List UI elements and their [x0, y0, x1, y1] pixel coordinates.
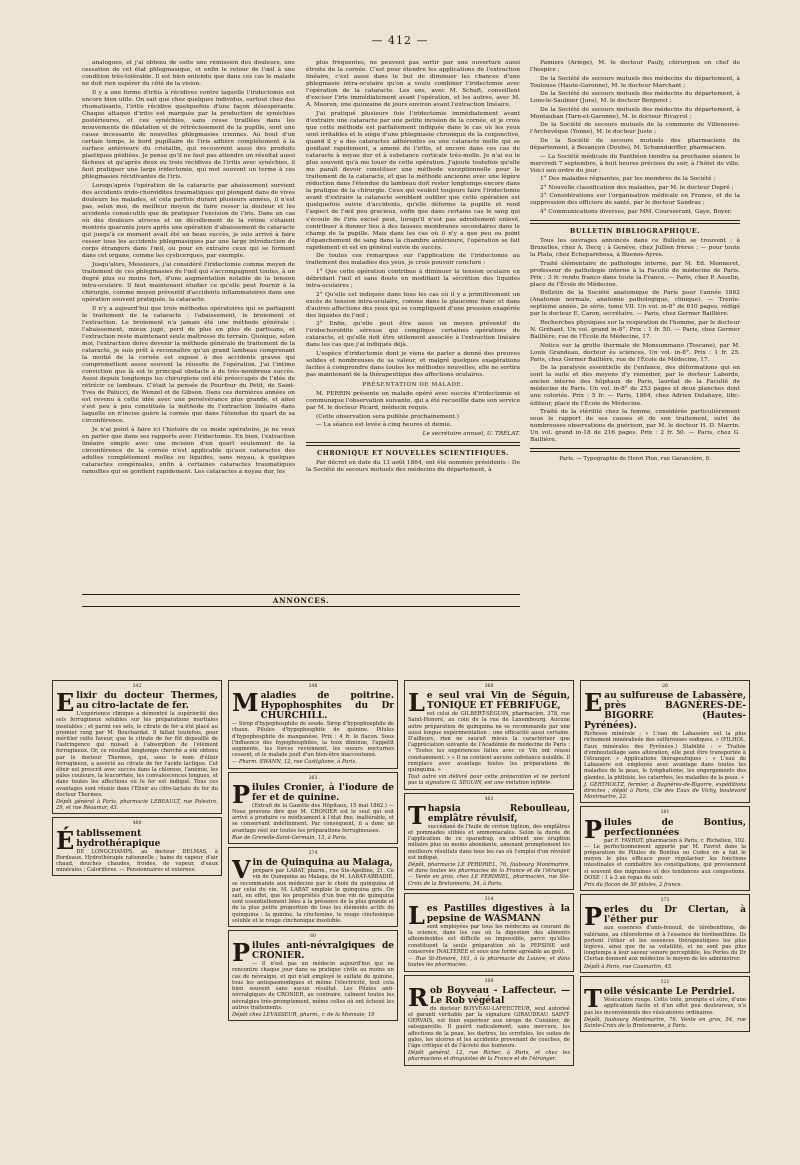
drop-cap: V [232, 855, 251, 885]
ad-address: Rue de Grenelle-Saint-Germain, 13, à Paris. [232, 834, 348, 841]
ad-number: 368 [484, 684, 494, 689]
ad-body: du docteur BOYVEAU-LAFFECTEUR, seul autorisé et garanti véritable par la signature GIRAUDEAU SAINT-GERVAIS, est bien supérieur aux sirops de Cuisinier, de salsepareille. Il guérit radicalement, sans mercure, les affections de la peau, les dartres, les scrofules, les suites de gales, les ulcères et les accidents provenant de couches, de l'âge critique et de l'âcreté des humeurs. [408, 1005, 570, 1049]
drop-cap: P [584, 814, 603, 844]
ad-column [404, 680, 574, 1155]
paragraph: — La séance est levée à cinq heures et demie. [316, 422, 452, 429]
ad-number: 60 [310, 934, 316, 940]
paragraph: De la Société de secours mutuels des pharmaciens du département, à Besançon (Doubs), M. Schœndœrffer, pharmacien. [530, 137, 740, 152]
drop-cap: M [232, 688, 259, 718]
advertisement [404, 680, 574, 790]
divider [306, 442, 520, 446]
bibliography-item: Notice sur la grotte thermale de Monsummano (Toscane), par M. Louis Grandeau, docteur ès sciences. Un vol. in-8°. Prix : 1 fr. 25. Paris, chez Germer Baillière, rue de l'École de Médecine, 17. [530, 342, 740, 363]
page-number: — 412 — [371, 34, 429, 47]
ad-body: sont employées par tous les médecins au courant de la science, dans les cas où la digestion des aliments albuminoïdes est difficile ou impossible, parce qu'elles constituent la seule préparation où la PEPSINE soit conservée INALTÉRÉE et sous une forme agréable au goût. [408, 924, 570, 955]
divider [530, 220, 740, 224]
ad-title: tablissement hydrothérapique [76, 828, 161, 849]
drop-cap: L [408, 901, 425, 931]
paragraph: Il n'y a aujourd'hui que trois méthodes opératoires qui se partagent le traitement de la cataracte : l'abaissement, le broiement et l'extraction. Le broiement n'a jamais été une méthode générale ; l'abaissement, mieux jugé, perd de plus en plus de partisans, et l'extraction reste maintenant seule maîtresse du terrain. Quoique, selon moi, l'extraction doive devenir la méthode générale de traitement de la cataracte, je suis prêt à reconnaître qu'un grand lambeau comprenant la moitié de la cornée est exposé à des accidents graves qui compromettent assez souvent la réussite de l'opération. J'ai l'intime conviction que là est le principal obstacle à de très-nombreux succès. Aussi depuis longtemps les chirurgiens ont été préoccupés de l'idée de rétrécir ce lambeau. C'était la pensée de Pourfour du Petit, de Saint-Yves de Palucci, de Wenzel et de Gibson. Dans ces dernières années on est revenu à cette idée avec une persévérance plus grande, et ainsi s'est peu à peu constituée la méthode de l'extraction linéaire dans laquelle on n'incise guère la cornée que dans l'étendue du quart de sa circonférence. [82, 305, 295, 425]
drop-cap: P [584, 902, 603, 932]
ad-body: — Il n'est pas un médecin aujourd'hui qui ne rencontre chaque jour dans sa pratique civile au moins un cas de névralgie, et qui n'ait employé le sulfate de quinine, tous les antispasmodiques et même l'électricité, tout cela bien souvent sans aucun résultat. Les Pilules anti-névralgiques de CRONIER, au contraire, calment toutes les névralgies très-promptement, même celles où ont échoué les autres traitements. [232, 961, 394, 1011]
paragraph: De la Société de secours mutuels des médecins du département, à Montauban (Tarn-et-Garonne), M. le docteur Rivayrol ; [530, 106, 740, 120]
article-column-left [82, 60, 295, 670]
paragraph: De la Société de secours mutuels de la commune de Villeneuve-l'Archevêque (Yonne), M. le docteur Juste ; [530, 122, 740, 136]
presentation-heading: PRÉSENTATION DE MALADE. [362, 382, 464, 389]
ad-address: — Rue St-Honoré, 161, à la pharmacie du Louvre, et dans toutes les pharmacies. [408, 956, 570, 969]
secretary-signature: Le secrétaire annuel, U. TRÉLAT. [422, 431, 520, 438]
drop-cap: P [232, 938, 251, 968]
ad-body: L'expérience clinique a démontré la supériorité des sels ferrugineux solubles sur les préparations martiales insolubles ; et parmi ces sels, le citrate de fer a été placé au premier rang par M. Bouchardat. Il fallait toutefois, pour méritier cette faveur, que le citrate de fer fût dépouillé de l'astringence qui nuisait à l'absorption de l'élément ferrugineux. Or, ce résultat longtemps cherché a été obtenu par le docteur Thermes, qui, sous le nom d'élixir ferrugineux, a associé au citrate de fer l'acide lactique. Cet élixir est prescrit avec succès dans la chlorose, l'anémie, les pâles couleurs, la leucorrhée, les convalescences longues, et dans toutes les affections où le fer est indiqué. Tous ces avantages sont réunis dans l'Elixir au citro-lactate de fer du docteur Thermes. [56, 711, 218, 798]
ad-title: es Pastilles digestives à la pepsine de WASMANN [426, 904, 570, 925]
ad-title: au sulfureuse de Labassère, près BAGNÈRES-DE-BIGORRE (Hautes-Pyrénées). [584, 691, 746, 732]
advertisement [404, 893, 574, 972]
bibliography-item: Traité élémentaire de pathologie interne, par M. Ed. Monneret, professeur de pathologie interne à la Faculté de médecine de Paris. Prix : 3 fr. rendu franco dans toute la France. — Paris, chez P. Asselin, place de l'École de Médecine. [530, 260, 740, 288]
ad-number: 363 [308, 775, 318, 781]
bulletin-heading: BULLETIN BIBLIOGRAPHIQUE. [569, 226, 701, 235]
advertisement [52, 817, 222, 876]
paragraph: 1° Que cette opération contribue à diminuer la tension oculaire en débridant l'œil et sans doute en modifiant la sécrétion des liquides intra-oculaires ; [306, 268, 520, 289]
ad-address: Dépôt à Paris, rue Caumartin, 45. [584, 963, 673, 970]
advertisement [580, 976, 750, 1032]
ad-body: préparé par LABAT, pharm., rue Ste-Apolline, 21. Ce vin de Quinquina au Malaga, de M. LABAT-ABBADIE, se recommande aux médecins par le choix du quinquina et par celui du vin. M. LABAT emploie le quinquina gris. On sait, en effet, que les propriétés d'un bon vin de quinquina sont essentiellement liées à la présence de la plus grande et de la plus petite proportion de tous les éléments actifs du quinquina : la quinine, la cinchonine, le rouge cinchonique soluble et le rouge cinchonique insoluble. [232, 868, 394, 924]
ad-column [52, 680, 222, 1155]
ad-title: ilules anti-névralgiques de CRONIER. [252, 941, 394, 962]
paragraph: Pamiers (Ariège), M. le docteur Pauly, chirurgien en chef de l'hospice ; [530, 60, 740, 74]
ad-title: aladies de poitrine. Hypophosphites du Dr CHURCHILL. [260, 691, 394, 722]
ad-number: 342 [132, 684, 142, 689]
ad-title: ob Boyveau - Laffecteur. — Le Rob végétal [429, 985, 570, 1006]
ad-number: 274 [308, 851, 318, 857]
ad-number: 373 [660, 898, 670, 904]
paragraph: — La Société médicale du Panthéon tiendra sa prochaine séance le mercredi 7 septembre, à huit heures précises du soir, à l'hôtel de ville. Voici son ordre du jour : [530, 153, 740, 174]
paragraph: 4° Communications diverses, par MM. Coursserant, Gaye, Boyer. [540, 208, 732, 215]
ad-address: Dépôt, faubourg Montmartre, 76. Vente en gros, 54, rue Sainte-Croix de la Bretonnerie, à Paris. [584, 1016, 746, 1029]
advertisement [404, 793, 574, 890]
advertisement [404, 975, 574, 1066]
ad-title: lixir du docteur Thermes, au citro-lactate de fer. [76, 691, 218, 712]
paragraph: 2° Qu'elle est indiquée dans tous les cas où il y a primitivement un excès de tension intra-oculaire, comme dans le glaucome franc et dans d'autres affections des yeux qui se compliquent d'une pression exagérée des liquides de l'œil ; [306, 291, 520, 319]
ad-address: Dépôt chez LEVASSEUR, pharm., r. de la Monnaie, 19 [232, 1011, 375, 1018]
ad-column [580, 680, 750, 1155]
paragraph: Jusqu'alors, Messieurs, j'ai considéré l'iridectomie comme moyen de traitement de ces phlegmasies de l'œil qui s'accompagnent toutes, à un degré plus ou moins fort, d'une augmentation notable de la tension intra-oculaire. Il faut maintenant étudier ce qu'elle peut fournir à la chirurgie, comme moyen préventif d'accidents inflammatoires dans une opération souvent pratiquée, la cataracte. [82, 261, 295, 304]
paragraph: 1° Des maladies régnantes, par les membres de la Société ; [540, 176, 716, 183]
ad-body: (Extrait de la Gazette des Hôpitaux, 15 mai 1862.) — Nous pouvons dire que M. CRONIER est le seul qui soit arrivé à produire ce médicament à l'état fixe, inaltérable, et se conservant indéfiniment. Par conséquent, il a donc un avantage réel sur toutes les préparations ferrugineuses. [232, 802, 394, 834]
ad-body: DE LONGCHAMPS, au docteur DELMAS, à Bordeaux. Hydrothérapie rationnelle ; bains de vapeur, d'air chaud, douches chaudes, froides, de vapeur, d'eaux minérales ; Calorifères. — Pensionnaires et externes. [56, 848, 218, 874]
ad-number: 26 [662, 684, 668, 689]
ad-number: 369 [484, 978, 494, 984]
ad-number: 348 [308, 684, 318, 689]
paragraph: Tous les ouvrages annoncés dans ce Bulletin se trouvent : à Bruxelles, chez A. Decq ; à Genève, chez Jullien frères ; — pour toute la Plata, chez Echeparebosa, à Buenos-Ayres. [530, 237, 740, 259]
ad-body: — Sirop d'hypophosphite de soude. Sirop d'hypophosphite de chaux. Pilules d'hypophosphite de quinine. Pilules d'hypophosphite de manganèse. Prix : 4 fr. le flacon. Sous l'influence des hypophosphites, la toux diminue, l'appétit augmente, les forces reviennent, les sueurs nocturnes cessent, et le malade jouit d'un bien-être inaccoutumé. [232, 721, 394, 759]
bibliography-item: Bulletin de la Société anatomique de Paris pour l'année 1862 (Anatomie normale, anatomie pathologique, clinique). — Trente-septième année, 2e série, tome VII. Un vol. in-8° de 610 pages, rédigé par le docteur E. Caron, secrétaire. — Paris, chez Germer Baillière. [530, 290, 740, 318]
ad-body: est celui de GILBERT-SÉGUIN, pharmacien, 378, rue Saint-Honoré, au coin de la rue de Luxembourg. Aucune autre préparation de quinquina ne se recommande par une aussi longue expérimentation ; une efficacité aussi certaine. D'ailleurs, rien ne saurait mieux la caractériser que l'appréciation suivante de l'Académie de médecine de Paris : « Toutes les expériences faites avec ce Vin ont réussi constamment. » « Il ne contient aucune substance nuisible. Il remplace avec avantage toutes les préparations de quinquina. » [408, 711, 570, 774]
paragraph: 3° Considérations sur l'organisation médicale en France, et de la suppression des officiers de santé, par le docteur Sandras ; [530, 193, 740, 207]
ad-title: ilules Cronier, à l'iodure de fer et de quinine. [252, 782, 394, 803]
advertisement [228, 772, 398, 844]
paragraph: Il y a une forme d'iritis à récidives contre laquelle l'iridectomie est encore bien utile. On sait que chez quelques individus, surtout chez des rhumatisants, l'iritis récidive quelquefois d'une façon désespérante. Chaque attaque d'iritis est marquée par la production de synéchies postérieures, et ces synéchies, sans cesse tiraillées dans les mouvements de dilatation et de rétrécissement de la pupille, sont une cause incessante de nouvelles phlegmasies iriennes. Au bout d'un certain temps, le bord pupillaire de l'iris adhère complétement à la surface antérieure du cristallin, qui recouvrent aussi des produits plastiques géidiées. Je pense qu'il ne faut pas attendre un résultat aussi fâcheux et qu'après deux ou trois récidives de l'iritis avec synéchies, il faut pratiquer une large iridectomie, qui met souvent un terme à ces phlegmasies récidivantes de l'iris. [82, 89, 295, 181]
advertisement [580, 680, 750, 803]
paragraph: (Cette observation sera publiée prochainement.) [316, 413, 459, 420]
article-column-right [530, 60, 740, 670]
printer-line: Paris. — Typographie de Henri Plon, rue Garancière, 8. [559, 456, 711, 463]
divider [530, 448, 740, 452]
paragraph: De toutes ces remarques sur l'application de l'iridectomie au traitement des maladies des yeux, je crois pouvoir conclure : [306, 253, 520, 267]
advertisement [228, 680, 398, 769]
paragraph: plus fréquentes, ne peuvent pas sortir par une ouverture aussi étroite de la cornée. C'est pour étendre les applications de l'extraction linéaire, c'est aussi dans le but de diminuer les chances d'une phlegmasie intra-oculaire qu'on a voulu combiner l'iridectomie avec l'opération de la cataracte. Les uns, avec M. Schuft, conseillent d'exciser l'iris immédiatement avant l'opération, et les autres, avec M. A. Mooren, une quinzaine de jours environ avant l'extraction linéaire. [306, 60, 520, 109]
ad-body: par F. FAVROT, pharmacien à Paris, r. Richelieu, 102. — Le perfectionnement apporté par M. Favrot dans la préparation de Pilules de Bontius ou Codex en a fait le moyen le plus efficace pour régulariser les fonctions intestinales et combattre les constipations, qui proviennent si souvent des migraines et des tendances aux congestions. DOSE : 1 à 2 au repas du soir. [584, 837, 746, 881]
ad-address: Dépôt général à Paris, pharmacie LEBEAULT, rue Palestro, 29, et rue Réaumur, 43. [56, 799, 218, 812]
advertisement [52, 680, 222, 814]
ad-address: Prix du flacon de 50 pilules, 2 francs. [584, 882, 683, 889]
bibliography-item: Recherches physiques sur la respiration de l'homme, par le docteur N. Gréhant. Un vol. grand in-8°. Prix : 1 fr. 50. — Paris, chez Germer Baillière, rue de l'École de Médecine, 17. [530, 320, 740, 341]
paragraph: 2° Nouvelle classification des maladies, par M. le docteur Dupré ; [540, 184, 734, 191]
drop-cap: T [408, 800, 426, 830]
paragraph: Par décret en date du 13 août 1864, ont été nommés présidents : De la Société de secours mutuels des médecins du département, à [306, 460, 520, 474]
ad-address: — Pharm. SWANN, 12, rue Castiglione, à Paris. [232, 759, 357, 766]
ad-number: 121 [660, 979, 670, 985]
ad-title: hapsia Reboulleau, emplâtre révulsif, [427, 803, 570, 824]
article-column-middle [306, 60, 520, 670]
bibliography-item: Traité de la stérilité chez la femme, considérée particulièrement sous le rapport de ses causes et de son traitement, suivi de nombreuses observations de guérison, par M. le docteur H. D. Marrin. Un vol. grand in-18 de 216 pages. Prix : 2 fr. 50. — Paris, chez G. Baillière. [530, 409, 740, 444]
ad-address: J. GERTHOLTZ, fermier, à Bagnères-de-Bigorre, expéditions directes ; dépôt à Paris, Cie des Eaux de Vichy, boulevard Montmartre, 22. [584, 781, 746, 801]
ad-address: Dépôt, pharmacie LE PERDRIEL, 76, faubourg Montmartre, et dans toutes les pharmacies de la France et de l'étranger. — Vente en gros, chez LE PERDRIEL, pharmacien, rue Ste-Croix de la Bretonnerie, 54, à Paris. [408, 862, 570, 887]
drop-cap: E [56, 688, 75, 718]
paragraph: De la Société de secours mutuels des médecins du département, à Lons-le-Saulnier (Jura), M. le docteur Bergeret ; [530, 91, 740, 105]
ad-body: succédané de l'huile de croton tiglium, des emplâtres et pommades stibiés et ammoniacales. Selon la durée de l'application de ce sparadrap, on obtient une éruption miliaire plus ou moins abondante, amenant promptement les meilleurs résultats dans tous les cas où l'emploi d'un révulsif est indiqué. [408, 823, 570, 861]
ad-title: oile vésicante Le Perdriel. [603, 987, 735, 998]
paragraph: Lorsqu'après l'opération de la cataracte par abaissement survient des accidents irido-choroïdites traumatiques qui plongent dans de vives douleurs les malades, et cela parfois durant plusieurs années, il n'est pas, selon moi, de meilleur moyen de faire cesser la douleur et les accidents consécutifs que de pratiquer l'excision de l'iris. Dans un cas où des douleurs atroces et un décollement de la rétine s'étaient montrés quarante jours après une opération d'abaissement de cataracte qui jusqu'à ce moment avait été un beau succès, je suis arrivé à faire cesser tous les accidents phlegmasiques par une large introduction de corps étrangers dans l'œil, ou pour en extraire ceux qui se forment dans cet organe, comme les cysticerques, par exemple. [82, 182, 295, 260]
bibliography-item: De la paralysie essentielle de l'enfance, des déformations qui en sont la suite et des moyens d'y remédier, par le docteur Laborde, ancien interne des hôpitaux de Paris, lauréat de la Faculté de médecine de Paris. Un vol. in-8° de 253 pages et deux planches dont une coloriée. Prix : 5 fr. — Paris, 1864, chez Adrien Delahaye, libr.-éditeur, place de l'École de Médecine. [530, 365, 740, 407]
drop-cap: R [408, 982, 428, 1012]
paragraph: L'espèce d'iridectomie dont je viens de parler a donné des preuves solides et nombreuses de sa valeur, et malgré quelques exagérations faciles à comprendre dans toutes les méthodes nouvelles, elle ne sortira pas maintenant de la thérapeutique des affections oculaires. [306, 350, 520, 379]
ad-address: Tout autre vin délivré pour cette préparation et ne portant pas la signature G. SÉGUIN, est une imitation infidèle. [408, 774, 570, 787]
drop-cap: É [56, 825, 75, 855]
advertisement [580, 806, 750, 891]
ad-number: 463 [484, 796, 494, 802]
advertisements-section [52, 680, 750, 1155]
paragraph: De la Société de secours mutuels des médecins du département, à Toulouse (Haute-Garonne), M. le docteur Marchant ; [530, 75, 740, 89]
ad-number: 460 [132, 821, 142, 827]
ad-title: erles du Dr Clertan, à l'éther pur [604, 905, 746, 926]
ad-body: Vésicatoire rouge. Cette toile, prompte et sûre, d'une application facile et d'un effet peu douloureux, n'a pas les inconvénients des vésicatoires ordinaires. [584, 997, 746, 1016]
paragraph: analogues, et j'ai obtenu de suite une rémission des douleurs, une cessation de cet état phlegmasique, et enfin le retour de l'œil à une condition très-tolérable. Il est bien entendu que dans ces cas le malade ne doit rien espérer du côté de la vision. [82, 60, 295, 88]
paragraph: 3° Enfin, qu'elle peut être aussi un moyen préventif de l'iridochoroïdite séreuse qui complique certaines opérations de cataracte, et qu'elle doit être utilement associée à l'extraction linéaire dans les cas que j'ai indiqués déjà. [306, 321, 520, 349]
ad-number: 381 [660, 810, 670, 816]
paragraph: Je n'ai point à faire ici l'histoire de ce mode opératoire, je ne veux en parler que dans ses rapports avec l'iridectomie. En bien, l'extraction linéaire simple avec une incision d'un quart seulement de la circonférence de la cornée n'est applicable qu'aux cataractes des adultes complétement molles ou liquides, sans noyau, à quelques cataractes congéniales, enfin à certaines cataractes traumatiques ramollies qui se gonflent rapidement. Les cataractes à noyau dur, les [82, 426, 295, 476]
ad-number: 314 [484, 896, 494, 902]
ad-title: e seul vrai Vin de Séguin, TONIQUE ET FÉBRIFUGE, [426, 691, 570, 712]
advertisement [228, 847, 398, 927]
ad-address: Dépôt général, 12, rue Richer, à Paris, et chez les pharmaciens et droguistes de la France et de l'étranger. [408, 1050, 570, 1063]
drop-cap: E [584, 688, 603, 718]
drop-cap: L [408, 688, 425, 718]
chronique-heading: CHRONIQUE ET NOUVELLES SCIENTIFIQUES. [317, 449, 509, 458]
ad-title: ilules de Bontius, perfectionnées [604, 817, 746, 838]
drop-cap: T [584, 984, 602, 1014]
ad-body: aux essences d'anis-fenouil, de térébenthine, de valériane, au chloroforme et à l'essence de térébenthine. Ils portent l'éther et les essences thérapeutiques les plus légères, ainsi que de sa volatilité, et ne sont pas plus longtemps à leur saveur sonore perceptible, les Perles du Dr Clertan donnent aux médecins le moyen de les administrer. [584, 925, 746, 963]
ad-body: Richesse minérale : « L'eau de Labassère est la plus richement minéralisée des sulfureuses sodiques. » (FILHOL, Eaux minérales des Pyrénées.) Stabilité : « Traitée d'embouteillage sans altération, elle peut être transportée à l'étranger. » Applications thérapeutiques : « L'eau de Labassère est employée avec avantage dans toutes les maladies de la peau, le lymphatisme, les engorgements des glandes, la phthisie, les catarrhes, les maladies de la peau. » [584, 731, 746, 781]
advertisement [580, 894, 750, 973]
paragraph: J'ai pratiqué plusieurs fois l'iridectomie immédiatement avant d'extraire une cataracte par une petite incision de la cornée, et je crois que cette méthode est parfaitement indiquée dans le cas où les yeux sont irritables et le siège d'une phlegmasie chronique de la conjonctive, quand il y a des cataractes adhérentes ou une cataracte molle qui se gonflant rapidement, a amené de l'iritis, et encore dans ces cas de cataracte à noyau dur et à substance corticale très-molle. Je n'ai eu le plus souvent qu'à me louer de cette opération. J'ajoute toutefois qu'elle me paraît devoir constituer une méthode exceptionnelle pour le traitement de la cataracte, et que la méthode ancienne avec une légère réduction dans l'étendue du lambeau doit rester longtemps encore dans la pratique de la chirurgie. Ceux qui veulent toujours faire l'iridectomie avant d'extraire la cataracte semblent oublier que cette opération est quelquefois suivie d'accidents, qu'elle déforme la pupille et rend l'aspect de l'œil peu gracieux, enfin que dans certains cas le sang qui s'écoule de l'iris excisé peut, lorsqu'il n'est pas adroitement enlevé, contribuer à donner lieu à des fausses membranes secondaires dans le champ de la pupille. Mais dans les cas où il n'y a que peu ou point d'épanchement de sang dans la chambre antérieure, l'opération se fait rapidement et est en général suivie de succès. [306, 110, 520, 251]
ad-title: in de Quinquina au Malaga, [252, 858, 393, 869]
advertisement [228, 930, 398, 1021]
paragraph: M. PERRIN présente un malade opéré avec succès d'iridectomie et communique l'observation suivante, qui a été recueillie dans son service par M. le docteur Picard, médecin requis. [306, 391, 520, 412]
drop-cap: P [232, 779, 251, 809]
announcements-heading: ANNONCES. [82, 594, 520, 607]
ad-column [228, 680, 398, 1155]
